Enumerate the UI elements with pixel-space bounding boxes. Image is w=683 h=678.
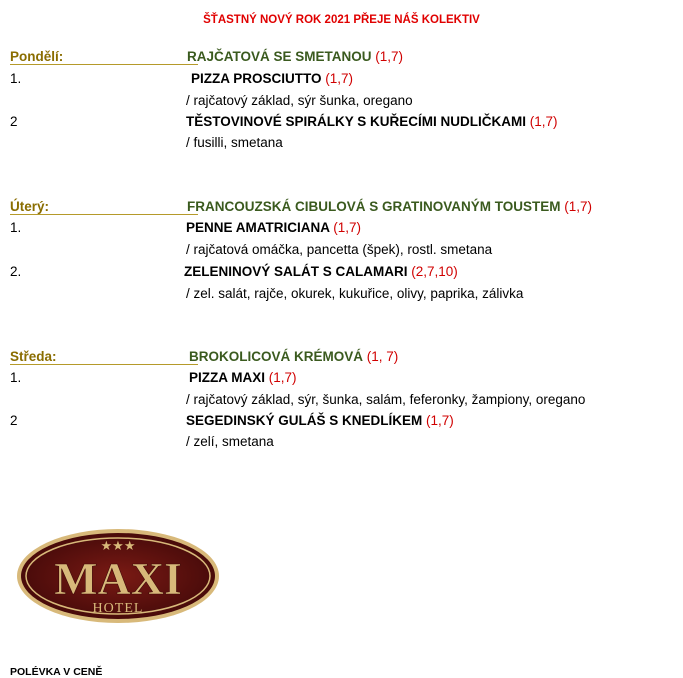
meal-title: PIZZA PROSCIUTTO: [191, 71, 322, 86]
meal-name: [186, 413, 454, 428]
day-label-monday: Pondělí:: [10, 49, 64, 64]
day-underline: [10, 364, 198, 365]
meal-allergens: (1,7): [426, 413, 454, 428]
meal-number: 1.: [10, 370, 22, 385]
meal-description: / rajčatový základ, sýr šunka, oregano: [186, 93, 413, 108]
meal-title: TĚSTOVINOVÉ SPIRÁLKY S KUŘECÍMI NUDLIČKAMI: [186, 114, 527, 129]
meal-allergens: (1,7): [325, 71, 354, 86]
menu-title: ŠŤASTNÝ NOVÝ ROK 2021 PŘEJE NÁŠ KOLEKTIV: [203, 14, 480, 26]
soup-allergens: (1,7): [375, 49, 404, 64]
soup-name: BROKOLICOVÁ KRÉMOVÁ: [189, 349, 364, 364]
meal-description: / rajčatová omáčka, pancetta (špek), rostl. smetana: [186, 242, 493, 257]
soup-allergens: (1, 7): [366, 349, 399, 364]
soup-tuesday: [187, 199, 592, 214]
meal-name: [191, 71, 353, 86]
meal-title: PIZZA MAXI: [189, 370, 265, 385]
meal-number: 2: [10, 114, 18, 129]
footer-note: POLÉVKA V CENĚ: [10, 666, 103, 678]
meal-allergens: (1,7): [529, 114, 558, 129]
soup-wednesday: [189, 349, 398, 364]
soup-name: RAJČATOVÁ SE SMETANOU: [187, 49, 372, 64]
day-underline: [10, 64, 198, 65]
day-label-wednesday: Středa:: [10, 349, 57, 364]
meal-name: [184, 264, 458, 279]
meal-number: 2: [10, 413, 18, 428]
soup-name: FRANCOUZSKÁ CIBULOVÁ S GRATINOVANÝM TOUSTEM: [187, 199, 561, 214]
day-label-tuesday: Úterý:: [10, 199, 50, 214]
meal-allergens: (1,7): [333, 220, 362, 235]
meal-name: [186, 220, 361, 235]
soup-allergens: (1,7): [564, 199, 593, 214]
day-underline: [10, 214, 198, 215]
meal-name: [186, 114, 558, 129]
soup-monday: [187, 49, 403, 64]
logo-brand: MAXI: [54, 553, 182, 604]
meal-number: 1.: [10, 71, 22, 86]
meal-description: / rajčatový základ, sýr, šunka, salám, feferonky, žampiony, oregano: [186, 392, 586, 407]
meal-title: PENNE AMATRICIANA: [186, 220, 330, 235]
meal-title: ZELENINOVÝ SALÁT S CALAMARI: [184, 264, 408, 279]
meal-allergens: (2,7,10): [411, 264, 458, 279]
meal-number: 2.: [10, 264, 22, 279]
logo-sub: HOTEL: [92, 601, 144, 616]
meal-description: / zelí, smetana: [186, 434, 274, 449]
maxi-hotel-logo: [16, 528, 220, 624]
meal-allergens: (1,7): [268, 370, 297, 385]
meal-description: / fusilli, smetana: [186, 135, 283, 150]
meal-description: / zel. salát, rajče, okurek, kukuřice, olivy, paprika, zálivka: [186, 286, 524, 301]
meal-name: [189, 370, 297, 385]
meal-title: SEGEDINSKÝ GULÁŠ S KNEDLÍKEM: [186, 413, 423, 428]
meal-number: 1.: [10, 220, 22, 235]
logo-stars: ★★★: [100, 539, 136, 554]
